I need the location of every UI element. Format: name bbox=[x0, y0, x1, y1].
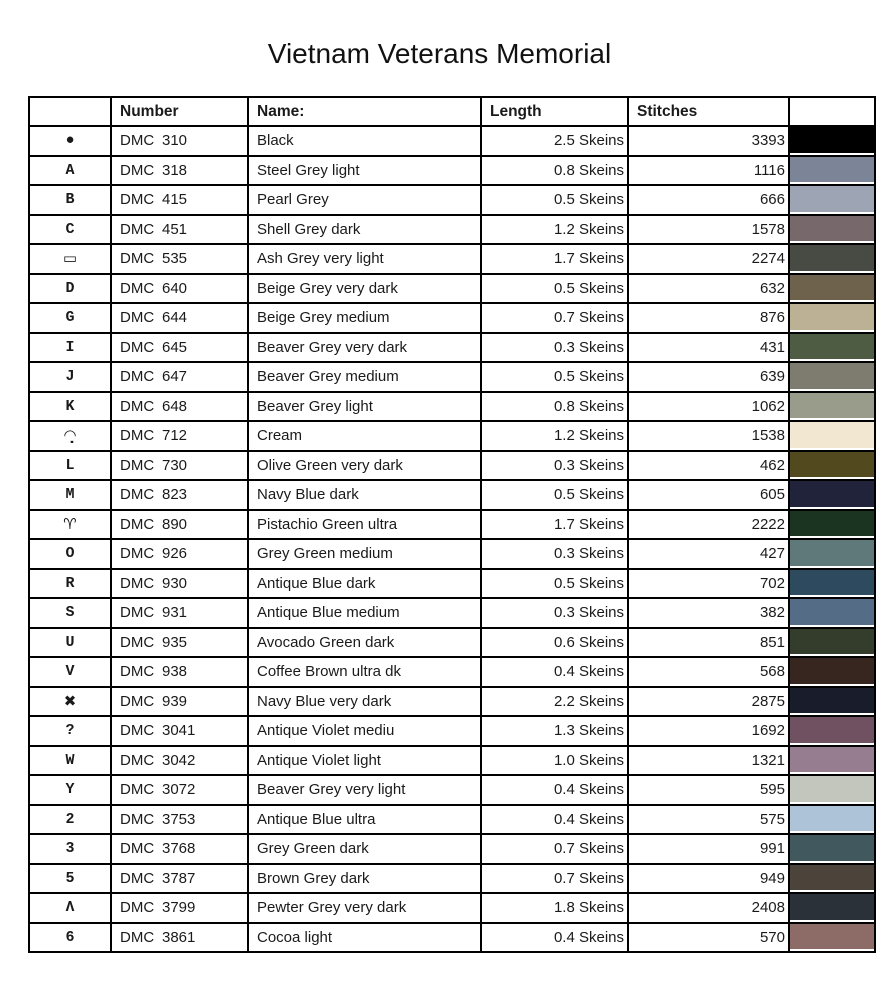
number-cell bbox=[111, 539, 248, 569]
stitches-cell: 431 bbox=[628, 333, 789, 363]
number-cell bbox=[111, 657, 248, 687]
swatch-cell bbox=[789, 421, 875, 451]
code-label: 712 bbox=[162, 427, 188, 445]
length-cell: 0.4 Skeins bbox=[481, 657, 628, 687]
length-cell: 2.5 Skeins bbox=[481, 126, 628, 156]
stitches-cell: 605 bbox=[628, 480, 789, 510]
number-cell bbox=[111, 480, 248, 510]
color-swatch bbox=[790, 540, 874, 566]
name-cell: Beaver Grey light bbox=[248, 392, 481, 422]
number-cell bbox=[111, 716, 248, 746]
stitches-cell: 2875 bbox=[628, 687, 789, 717]
brand-label: DMC bbox=[120, 161, 155, 179]
swatch-cell bbox=[789, 274, 875, 304]
length-cell: 0.5 Skeins bbox=[481, 569, 628, 599]
table-row bbox=[29, 598, 875, 628]
name-cell: Antique Violet mediu bbox=[248, 716, 481, 746]
stitches-cell: 1578 bbox=[628, 215, 789, 245]
color-swatch bbox=[790, 806, 874, 832]
table-row bbox=[29, 126, 875, 156]
stitches-cell: 2222 bbox=[628, 510, 789, 540]
name-cell: Olive Green very dark bbox=[248, 451, 481, 481]
number-cell bbox=[111, 185, 248, 215]
brand-label: DMC bbox=[120, 220, 155, 238]
color-swatch bbox=[790, 688, 874, 714]
name-cell: Cream bbox=[248, 421, 481, 451]
number-cell bbox=[111, 392, 248, 422]
symbol-cell: Y bbox=[29, 775, 111, 805]
color-swatch bbox=[790, 924, 874, 950]
length-cell: 0.5 Skeins bbox=[481, 480, 628, 510]
color-swatch bbox=[790, 393, 874, 419]
brand-label: DMC bbox=[120, 869, 155, 887]
length-cell: 0.8 Skeins bbox=[481, 156, 628, 186]
symbol-cell: ? bbox=[29, 716, 111, 746]
number-cell bbox=[111, 628, 248, 658]
table-row bbox=[29, 893, 875, 923]
table-row bbox=[29, 480, 875, 510]
length-cell: 0.7 Skeins bbox=[481, 834, 628, 864]
color-swatch bbox=[790, 363, 874, 389]
brand-label: DMC bbox=[120, 692, 155, 710]
number-cell bbox=[111, 451, 248, 481]
color-swatch bbox=[790, 835, 874, 861]
table-row bbox=[29, 716, 875, 746]
name-cell: Steel Grey light bbox=[248, 156, 481, 186]
table-row bbox=[29, 215, 875, 245]
number-cell bbox=[111, 362, 248, 392]
length-cell: 1.0 Skeins bbox=[481, 746, 628, 776]
stitches-cell: 2408 bbox=[628, 893, 789, 923]
table-row bbox=[29, 834, 875, 864]
name-cell: Antique Violet light bbox=[248, 746, 481, 776]
color-swatch bbox=[790, 127, 874, 153]
symbol-cell: ◠̣ bbox=[29, 421, 111, 451]
color-swatch bbox=[790, 422, 874, 448]
number-cell bbox=[111, 805, 248, 835]
swatch-cell bbox=[789, 392, 875, 422]
table-row bbox=[29, 569, 875, 599]
color-swatch bbox=[790, 275, 874, 301]
name-cell: Brown Grey dark bbox=[248, 864, 481, 894]
brand-label: DMC bbox=[120, 427, 155, 445]
code-label: 3072 bbox=[162, 781, 196, 799]
length-cell: 0.4 Skeins bbox=[481, 923, 628, 953]
code-label: 938 bbox=[162, 663, 188, 681]
name-cell: Beaver Grey very light bbox=[248, 775, 481, 805]
swatch-cell bbox=[789, 333, 875, 363]
swatch-cell bbox=[789, 657, 875, 687]
brand-label: DMC bbox=[120, 397, 155, 415]
brand-label: DMC bbox=[120, 781, 155, 799]
chart-rows bbox=[29, 126, 875, 952]
brand-label: DMC bbox=[120, 899, 155, 917]
number-cell bbox=[111, 864, 248, 894]
color-swatch bbox=[790, 629, 874, 655]
name-cell: Antique Blue dark bbox=[248, 569, 481, 599]
color-swatch bbox=[790, 865, 874, 891]
table-row bbox=[29, 333, 875, 363]
brand-label: DMC bbox=[120, 545, 155, 563]
length-cell: 0.3 Skeins bbox=[481, 539, 628, 569]
floss-color-chart-table bbox=[28, 96, 876, 953]
color-swatch bbox=[790, 304, 874, 330]
code-label: 644 bbox=[162, 309, 188, 327]
table-row bbox=[29, 451, 875, 481]
symbol-cell: B bbox=[29, 185, 111, 215]
length-cell: 1.8 Skeins bbox=[481, 893, 628, 923]
symbol-cell: I bbox=[29, 333, 111, 363]
symbol-cell: R bbox=[29, 569, 111, 599]
color-swatch bbox=[790, 216, 874, 242]
number-cell bbox=[111, 687, 248, 717]
number-cell bbox=[111, 569, 248, 599]
swatch-cell bbox=[789, 185, 875, 215]
brand-label: DMC bbox=[120, 368, 155, 386]
code-label: 648 bbox=[162, 397, 188, 415]
length-cell: 0.3 Skeins bbox=[481, 598, 628, 628]
color-swatch bbox=[790, 481, 874, 507]
name-cell: Antique Blue medium bbox=[248, 598, 481, 628]
swatch-cell bbox=[789, 687, 875, 717]
number-cell bbox=[111, 156, 248, 186]
number-cell bbox=[111, 775, 248, 805]
symbol-cell: L bbox=[29, 451, 111, 481]
length-cell: 0.5 Skeins bbox=[481, 274, 628, 304]
symbol-cell: 6 bbox=[29, 923, 111, 953]
name-cell: Cocoa light bbox=[248, 923, 481, 953]
color-swatch bbox=[790, 658, 874, 684]
symbol-cell: ▭ bbox=[29, 244, 111, 274]
length-cell: 1.7 Skeins bbox=[481, 510, 628, 540]
stitches-cell: 382 bbox=[628, 598, 789, 628]
stitches-cell: 876 bbox=[628, 303, 789, 333]
brand-label: DMC bbox=[120, 279, 155, 297]
brand-label: DMC bbox=[120, 486, 155, 504]
number-cell bbox=[111, 274, 248, 304]
color-swatch bbox=[790, 245, 874, 271]
code-label: 647 bbox=[162, 368, 188, 386]
table-row bbox=[29, 510, 875, 540]
brand-label: DMC bbox=[120, 928, 155, 946]
length-cell: 0.4 Skeins bbox=[481, 805, 628, 835]
number-cell bbox=[111, 303, 248, 333]
name-cell: Navy Blue dark bbox=[248, 480, 481, 510]
color-swatch bbox=[790, 157, 874, 183]
length-cell: 0.3 Skeins bbox=[481, 333, 628, 363]
table-row bbox=[29, 746, 875, 776]
brand-label: DMC bbox=[120, 722, 155, 740]
name-cell: Pistachio Green ultra bbox=[248, 510, 481, 540]
code-label: 451 bbox=[162, 220, 188, 238]
symbol-cell: C bbox=[29, 215, 111, 245]
stitches-cell: 666 bbox=[628, 185, 789, 215]
length-cell: 0.6 Skeins bbox=[481, 628, 628, 658]
symbol-cell: S bbox=[29, 598, 111, 628]
name-cell: Shell Grey dark bbox=[248, 215, 481, 245]
symbol-cell: D bbox=[29, 274, 111, 304]
stitches-cell: 1692 bbox=[628, 716, 789, 746]
swatch-cell bbox=[789, 775, 875, 805]
brand-label: DMC bbox=[120, 604, 155, 622]
color-swatch bbox=[790, 452, 874, 478]
name-cell: Black bbox=[248, 126, 481, 156]
stitches-cell: 639 bbox=[628, 362, 789, 392]
symbol-cell: J bbox=[29, 362, 111, 392]
symbol-cell: A bbox=[29, 156, 111, 186]
name-cell: Grey Green medium bbox=[248, 539, 481, 569]
brand-label: DMC bbox=[120, 574, 155, 592]
table-row bbox=[29, 539, 875, 569]
stitches-cell: 1116 bbox=[628, 156, 789, 186]
code-label: 640 bbox=[162, 279, 188, 297]
stitches-cell: 462 bbox=[628, 451, 789, 481]
swatch-cell bbox=[789, 628, 875, 658]
name-column-header: Name: bbox=[248, 97, 481, 126]
number-cell bbox=[111, 244, 248, 274]
stitches-cell: 949 bbox=[628, 864, 789, 894]
code-label: 318 bbox=[162, 161, 188, 179]
number-cell bbox=[111, 893, 248, 923]
swatch-cell bbox=[789, 156, 875, 186]
code-label: 931 bbox=[162, 604, 188, 622]
number-cell bbox=[111, 834, 248, 864]
stitches-cell: 2274 bbox=[628, 244, 789, 274]
color-swatch bbox=[790, 186, 874, 212]
name-cell: Pearl Grey bbox=[248, 185, 481, 215]
table-row bbox=[29, 362, 875, 392]
swatch-cell bbox=[789, 362, 875, 392]
stitches-cell: 427 bbox=[628, 539, 789, 569]
color-swatch bbox=[790, 747, 874, 773]
table-row bbox=[29, 185, 875, 215]
table-row bbox=[29, 805, 875, 835]
number-cell bbox=[111, 923, 248, 953]
table-row bbox=[29, 923, 875, 953]
swatch-cell bbox=[789, 539, 875, 569]
brand-label: DMC bbox=[120, 309, 155, 327]
number-cell bbox=[111, 126, 248, 156]
swatch-column-header bbox=[789, 97, 875, 126]
stitches-cell: 3393 bbox=[628, 126, 789, 156]
stitches-cell: 595 bbox=[628, 775, 789, 805]
symbol-cell: W bbox=[29, 746, 111, 776]
code-label: 930 bbox=[162, 574, 188, 592]
swatch-cell bbox=[789, 864, 875, 894]
symbol-cell: 3 bbox=[29, 834, 111, 864]
name-cell: Grey Green dark bbox=[248, 834, 481, 864]
length-cell: 0.3 Skeins bbox=[481, 451, 628, 481]
swatch-cell bbox=[789, 746, 875, 776]
symbol-cell: 2 bbox=[29, 805, 111, 835]
table-row bbox=[29, 274, 875, 304]
color-swatch bbox=[790, 776, 874, 802]
brand-label: DMC bbox=[120, 810, 155, 828]
swatch-cell bbox=[789, 716, 875, 746]
swatch-cell bbox=[789, 805, 875, 835]
code-label: 939 bbox=[162, 692, 188, 710]
number-cell bbox=[111, 333, 248, 363]
symbol-column-header bbox=[29, 97, 111, 126]
name-cell: Pewter Grey very dark bbox=[248, 893, 481, 923]
stitches-cell: 1321 bbox=[628, 746, 789, 776]
swatch-cell bbox=[789, 244, 875, 274]
stitches-cell: 568 bbox=[628, 657, 789, 687]
header-row bbox=[29, 97, 875, 126]
length-cell: 0.5 Skeins bbox=[481, 362, 628, 392]
brand-label: DMC bbox=[120, 515, 155, 533]
table-row bbox=[29, 864, 875, 894]
code-label: 926 bbox=[162, 545, 188, 563]
number-cell bbox=[111, 510, 248, 540]
brand-label: DMC bbox=[120, 840, 155, 858]
name-cell: Antique Blue ultra bbox=[248, 805, 481, 835]
swatch-cell bbox=[789, 303, 875, 333]
table-row bbox=[29, 628, 875, 658]
symbol-cell: 5 bbox=[29, 864, 111, 894]
length-cell: 0.5 Skeins bbox=[481, 185, 628, 215]
symbol-cell: ✖ bbox=[29, 687, 111, 717]
color-swatch bbox=[790, 894, 874, 920]
number-cell bbox=[111, 421, 248, 451]
name-cell: Navy Blue very dark bbox=[248, 687, 481, 717]
page-title: Vietnam Veterans Memorial bbox=[267, 38, 612, 69]
swatch-cell bbox=[789, 480, 875, 510]
length-cell: 0.4 Skeins bbox=[481, 775, 628, 805]
code-label: 730 bbox=[162, 456, 188, 474]
code-label: 890 bbox=[162, 515, 188, 533]
swatch-cell bbox=[789, 893, 875, 923]
brand-label: DMC bbox=[120, 663, 155, 681]
name-cell: Coffee Brown ultra dk bbox=[248, 657, 481, 687]
color-swatch bbox=[790, 717, 874, 743]
length-cell: 0.7 Skeins bbox=[481, 864, 628, 894]
name-cell: Beige Grey medium bbox=[248, 303, 481, 333]
number-cell bbox=[111, 598, 248, 628]
symbol-cell: O bbox=[29, 539, 111, 569]
code-label: 823 bbox=[162, 486, 188, 504]
code-label: 645 bbox=[162, 338, 188, 356]
swatch-cell bbox=[789, 510, 875, 540]
brand-label: DMC bbox=[120, 633, 155, 651]
table-row bbox=[29, 421, 875, 451]
number-column-header: Number bbox=[111, 97, 248, 126]
brand-label: DMC bbox=[120, 132, 155, 150]
table-row bbox=[29, 775, 875, 805]
table-row bbox=[29, 156, 875, 186]
stitches-cell: 570 bbox=[628, 923, 789, 953]
length-cell: 0.8 Skeins bbox=[481, 392, 628, 422]
swatch-cell bbox=[789, 598, 875, 628]
symbol-cell: ● bbox=[29, 126, 111, 156]
code-label: 3753 bbox=[162, 810, 196, 828]
table-row bbox=[29, 244, 875, 274]
code-label: 3787 bbox=[162, 869, 196, 887]
brand-label: DMC bbox=[120, 338, 155, 356]
code-label: 3799 bbox=[162, 899, 196, 917]
length-column-header: Length bbox=[481, 97, 628, 126]
stitches-cell: 991 bbox=[628, 834, 789, 864]
code-label: 3768 bbox=[162, 840, 196, 858]
table-row bbox=[29, 392, 875, 422]
swatch-cell bbox=[789, 126, 875, 156]
name-cell: Beaver Grey medium bbox=[248, 362, 481, 392]
length-cell: 1.7 Skeins bbox=[481, 244, 628, 274]
table-row bbox=[29, 687, 875, 717]
symbol-cell: Λ bbox=[29, 893, 111, 923]
name-cell: Ash Grey very light bbox=[248, 244, 481, 274]
code-label: 935 bbox=[162, 633, 188, 651]
code-label: 3041 bbox=[162, 722, 196, 740]
swatch-cell bbox=[789, 215, 875, 245]
name-cell: Beige Grey very dark bbox=[248, 274, 481, 304]
length-cell: 1.2 Skeins bbox=[481, 215, 628, 245]
brand-label: DMC bbox=[120, 456, 155, 474]
color-swatch bbox=[790, 334, 874, 360]
length-cell: 1.3 Skeins bbox=[481, 716, 628, 746]
length-cell: 2.2 Skeins bbox=[481, 687, 628, 717]
swatch-cell bbox=[789, 451, 875, 481]
length-cell: 1.2 Skeins bbox=[481, 421, 628, 451]
stitches-cell: 1538 bbox=[628, 421, 789, 451]
number-cell bbox=[111, 746, 248, 776]
brand-label: DMC bbox=[120, 250, 155, 268]
name-cell: Avocado Green dark bbox=[248, 628, 481, 658]
code-label: 3042 bbox=[162, 751, 196, 769]
color-swatch bbox=[790, 599, 874, 625]
code-label: 310 bbox=[162, 132, 188, 150]
symbol-cell: V bbox=[29, 657, 111, 687]
symbol-cell: U bbox=[29, 628, 111, 658]
symbol-cell: K bbox=[29, 392, 111, 422]
symbol-cell: ♈ bbox=[29, 510, 111, 540]
number-cell bbox=[111, 215, 248, 245]
code-label: 3861 bbox=[162, 928, 196, 946]
brand-label: DMC bbox=[120, 191, 155, 209]
symbol-cell: M bbox=[29, 480, 111, 510]
table-row bbox=[29, 303, 875, 333]
code-label: 415 bbox=[162, 191, 188, 209]
code-label: 535 bbox=[162, 250, 188, 268]
brand-label: DMC bbox=[120, 751, 155, 769]
stitches-cell: 632 bbox=[628, 274, 789, 304]
name-cell: Beaver Grey very dark bbox=[248, 333, 481, 363]
color-swatch bbox=[790, 570, 874, 596]
symbol-cell: G bbox=[29, 303, 111, 333]
color-swatch bbox=[790, 511, 874, 537]
swatch-cell bbox=[789, 569, 875, 599]
swatch-cell bbox=[789, 834, 875, 864]
stitches-column-header: Stitches bbox=[628, 97, 789, 126]
stitches-cell: 1062 bbox=[628, 392, 789, 422]
stitches-cell: 851 bbox=[628, 628, 789, 658]
swatch-cell bbox=[789, 923, 875, 953]
stitches-cell: 575 bbox=[628, 805, 789, 835]
stitches-cell: 702 bbox=[628, 569, 789, 599]
table-row bbox=[29, 657, 875, 687]
length-cell: 0.7 Skeins bbox=[481, 303, 628, 333]
